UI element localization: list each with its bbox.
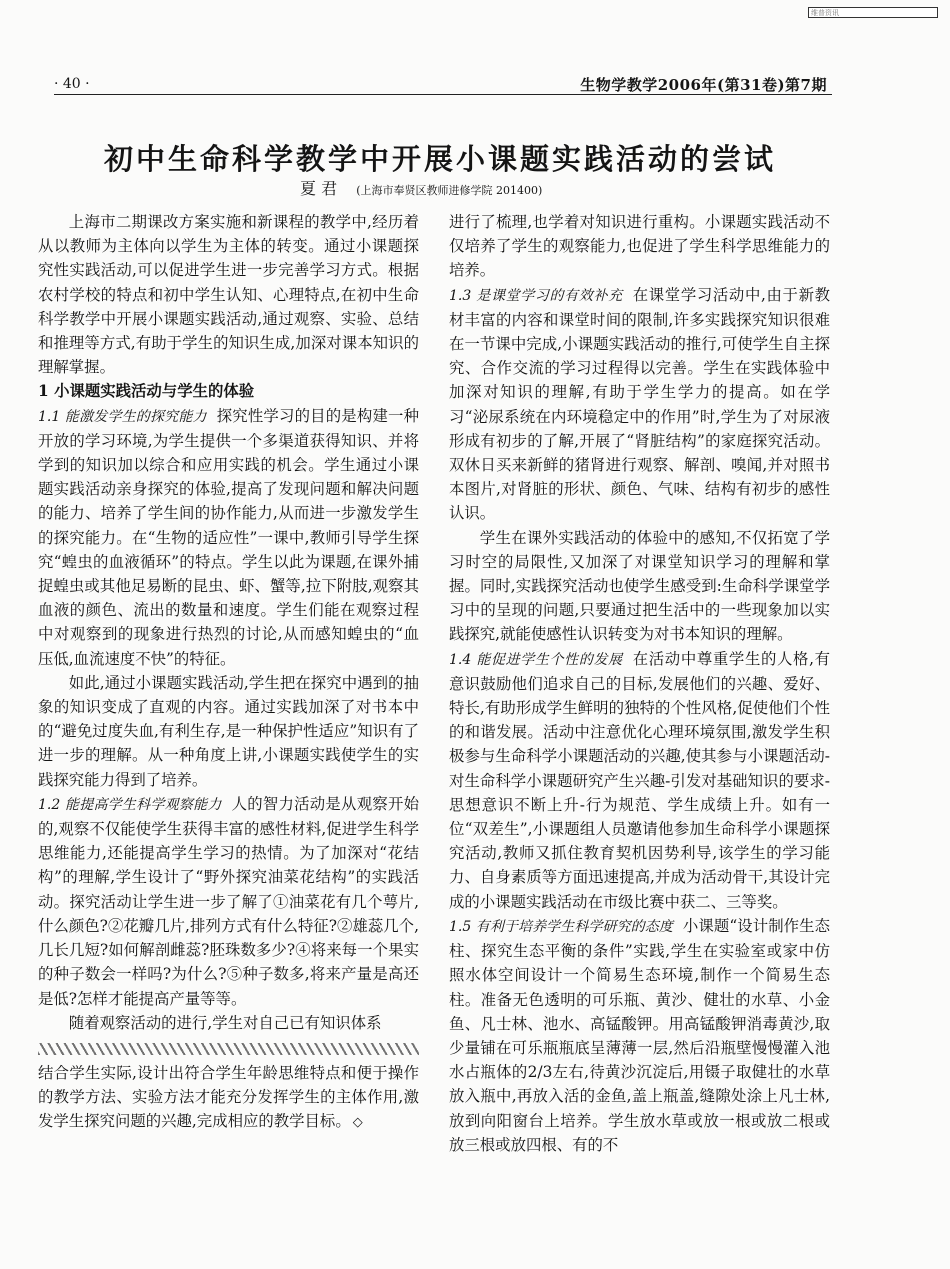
- continued-from-left: 进行了梳理,也学着对知识进行重构。小课题实践活动不仅培养了学生的观察能力,也促进了学生科学思维能力的培养。: [449, 213, 830, 280]
- subsection-1-5-body: 小课题“设计制作生态柱、探究生态平衡的条件”实践,学生在实验室或家中仿照水体空间设计一个简易生态环境,制作一个简易生态柱。准备无色透明的可乐瓶、黄沙、健壮的水草、小金鱼、凡士林、池水、高锰酸钾。用高锰酸钾消毒黄沙,取少量铺在可乐瓶瓶底呈薄薄一层,然后沿瓶壁慢慢灌入池水占瓶体的2/3左右,待黄沙沉淀后,用镊子取健壮的水草放入瓶中,再放入活的金鱼,盖上瓶盖,缝隙处涂上凡士林,放到向阳窗台上培养。学生放水草或放一根或放二根或放三根或放四根、有的不: [449, 916, 830, 1154]
- right-column: [449, 210, 830, 1157]
- subsection-1-1-body: 探究性学习的目的是构建一种开放的学习环境,为学生提供一个多渠道获得知识、并将学到的知识加以综合和应用实践的机会。学生通过小课题实践活动亲身探究的体验,提高了发现问题和解决问题的能力、培养了学生间的协作能力,从而进一步激发学生的探究能力。在“生物的适应性”一课中,教师引导学生探究“蝗虫的血液循环”的特点。学生以此为课题,在课外捕捉蝗虫或其他足易断的昆虫、虾、蟹等,拉下附肢,观察其血液的颜色、流出的数量和速度。学生们能在观察过程中对观察到的现象进行热烈的讨论,从而感知蝗虫的“血压低,血流速度不快”的特征。: [38, 406, 419, 668]
- continued-paragraph: [38, 1061, 419, 1136]
- left-column: [38, 210, 419, 1136]
- subsection-1-2-body: 人的智力活动是从观察开始的,观察不仅能使学生获得丰富的感性材料,促进学生科学思维能力,还能提高学生学习的热情。为了加深对“花结构”的理解,学生设计了“野外探究油菜花结构”的实践活动。探究活动让学生进一步了解了①油菜花有几个萼片,什么颜色?②花瓣几片,排列方式有什么特征?②雄蕊几个,几长几短?如何解剖雌蕊?胚珠数多少?④将来每一个果实的种子数会一样吗?为什么?⑤种子数多,将来产量是高还是低?怎样才能提高产量等等。: [38, 794, 419, 1008]
- subsection-1-3: [449, 283, 830, 526]
- archive-stamp: 维普资讯: [808, 7, 938, 18]
- subsection-1-4-title: 1.4 能促进学生个性的发展: [449, 651, 623, 668]
- article-title: 初中生命科学教学中开展小课题实践活动的尝试: [103, 142, 776, 177]
- subsection-1-1-paragraph-2: 如此,通过小课题实践活动,学生把在探究中遇到的抽象的知识变成了直观的内容。通过实践加深了对书本中的“避免过度失血,有利生存,是一种保护性适应”知识有了进一步的理解。从一种角度上讲,小课题实践使学生的实践探究能力得到了培养。: [38, 673, 419, 789]
- author-line: [300, 176, 542, 199]
- subsection-1-2: [38, 792, 419, 1011]
- subsection-1-4: [449, 647, 830, 914]
- subsection-1-1: [38, 404, 419, 671]
- subsection-1-2-paragraph-2: 随着观察活动的进行,学生对自己已有知识体系: [68, 1013, 382, 1032]
- subsection-1-3-body: 在课堂学习活动中,由于新教材丰富的内容和课堂时间的限制,许多实践探究知识很难在一节课中完成,小课题实践活动的推行,可使学生自主探究、合作交流的学习过程得以完善。学生在实践体验中加深对知识的理解,有助于学生学力的提高。如在学习“泌尿系统在内环境稳定中的作用”时,学生为了对尿液形成有初步的了解,开展了“肾脏结构”的家庭探究活动。双休日买来新鲜的猪肾进行观察、解剖、嗅闻,并对照书本图片,对肾脏的形状、颜色、气味、结构有初步的感性认识。: [449, 285, 830, 523]
- intro-paragraph: 上海市二期课改方案实施和新课程的教学中,经历着从以教师为主体向以学生为主体的转变。通过小课题探究性实践活动,可以促进学生进一步完善学习方式。根据农村学校的特点和初中学生认知、心理特点,在初中生命科学教学中开展小课题实践活动,通过观察、实验、总结和推理等方式,有助于学生的知识生成,加深对课本知识的理解掌握。: [38, 213, 419, 377]
- author-affiliation: (上海市奉贤区教师进修学院 201400): [356, 184, 543, 197]
- end-mark-icon: ◇: [352, 1115, 363, 1131]
- subsection-1-3-paragraph-2: 学生在课外实践活动的体验中的感知,不仅拓宽了学习时空的局限性,又加深了对课堂知识学习的理解和掌握。同时,实践探究活动也使学生感受到:生命科学课堂学习中的呈现的问题,只要通过把生活中的一些现象加以实践探究,就能使感性认识转变为对书本知识的理解。: [449, 528, 830, 644]
- continued-paragraph-text: 结合学生实际,设计出符合学生年龄思维特点和便于操作的教学方法、实验方法才能充分发挥学生的主体作用,激发学生探究问题的兴趣,完成相应的教学目标。: [38, 1063, 419, 1131]
- section-1-heading: 1 小课题实践活动与学生的体验: [38, 382, 255, 401]
- page-number: · 40 ·: [54, 76, 90, 92]
- subsection-1-4-body: 在活动中尊重学生的人格,有意识鼓励他们追求自己的目标,发展他们的兴趣、爱好、特长,有助形成学生鲜明的独特的个性风格,促使他们个性的和谐发展。活动中注意优化心理环境氛围,激发学生积极参与生命科学小课题活动的兴趣,使其参与小课题活动-对生命科学小课题研究产生兴趣-引发对基础知识的要求-思想意识不断上升-行为规范、学生成绩上升。如有一位“双差生”,小课题组人员邀请他参加生命科学小课题探究活动,教师又抓住教育契机因势利导,该学生的学习能力、自身素质等方面迅速提高,并成为活动骨干,其设计完成的小课题实践活动在市级比赛中获二、三等奖。: [449, 649, 830, 911]
- header-rule: [54, 94, 832, 95]
- wavy-divider: [38, 1043, 419, 1055]
- subsection-1-2-title: 1.2 能提高学生科学观察能力: [38, 796, 222, 813]
- subsection-1-1-title: 1.1 能激发学生的探究能力: [38, 408, 207, 425]
- journal-header: 生物学教学2006年(第31卷)第7期: [580, 76, 827, 94]
- subsection-1-5-title: 1.5 有利于培养学生科学研究的态度: [449, 918, 673, 935]
- subsection-1-5: [449, 914, 830, 1157]
- subsection-1-3-title: 1.3 是课堂学习的有效补充: [449, 287, 623, 304]
- author-name: 夏 君: [300, 179, 338, 198]
